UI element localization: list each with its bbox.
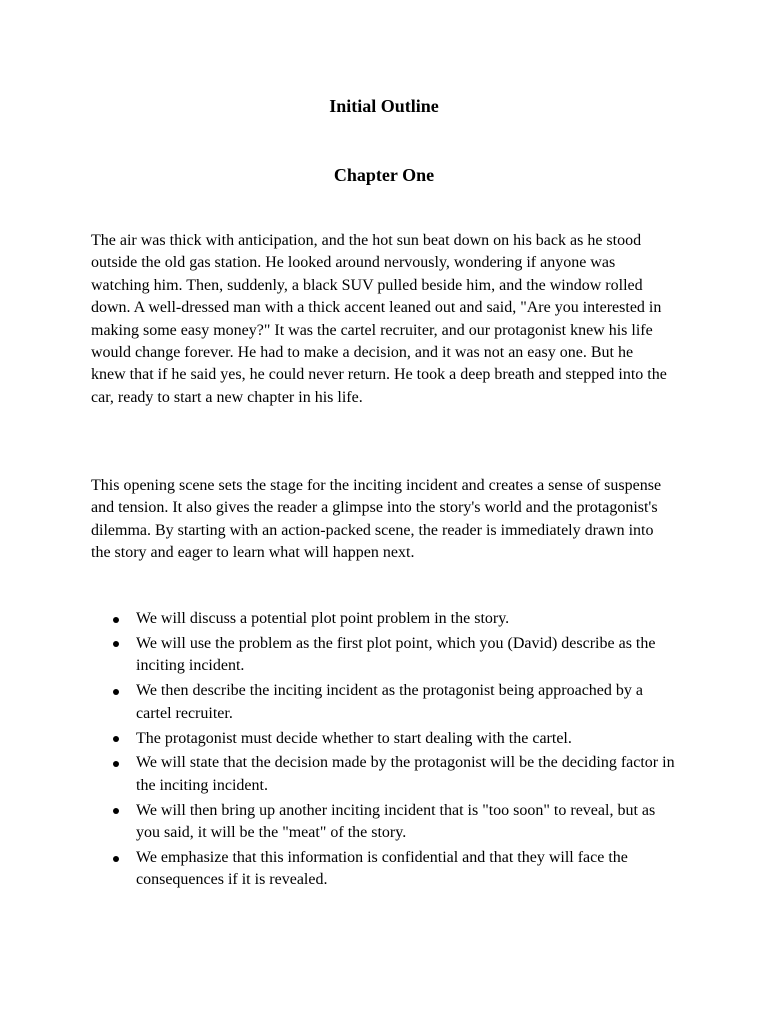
chapter-title: Chapter One [333,165,435,185]
bullet-text: We will state that the decision made by the protagonist will be the deciding factor in the inciting incident. [136,754,675,794]
bullet-text: The protagonist must decide whether to start dealing with the cartel. [136,729,572,747]
bullet-dot-icon [113,761,119,767]
bullet-dot-icon [113,617,119,623]
story-paragraph: The air was thick with anticipation, and the hot sun beat down on his back as he stood outside the old gas station. He looked around nervously, wondering if anyone was watching him. Then, suddenly, a black SUV pulled beside him, and the window rolled down. A well-dressed man with a thick accent leaned out and said, "Are you interested in making some easy money?" It was the cartel recruiter, and our protagonist knew his life would change forever. He had to make a decision, and it was not an easy one. But he knew that if he said yes, he could never return. He took a deep breath and stepped into the car, ready to start a new chapter in his life. [91,232,667,406]
bullet-item [91,728,681,750]
bullet-text: We will discuss a potential plot point problem in the story. [136,610,510,627]
bullet-item [91,847,681,892]
bullet-list [91,608,681,894]
bullet-dot-icon [113,689,119,695]
bullet-item [91,608,681,630]
bullet-item [91,680,681,725]
bullet-text: We emphasize that this information is confidential and that they will face the consequences if it is revealed. [136,849,628,889]
document-title: Initial Outline [329,96,439,116]
analysis-paragraph: This opening scene sets the stage for the inciting incident and creates a sense of suspense and tension. It also gives the reader a glimpse into the story's world and the protagonist's dilemma. By starting with an action-packed scene, the reader is immediately drawn into the story and eager to learn what will happen next. [91,477,662,562]
bullet-item [91,633,681,678]
bullet-dot-icon [113,736,119,742]
bullet-text: We will then bring up another inciting incident that is "too soon" to reveal, but as you said, it will be the "meat" of the story. [136,801,656,842]
bullet-dot-icon [113,856,119,862]
bullet-text: We will use the problem as the first plot point, which you (David) describe as the inciting incident. [136,634,656,675]
bullet-dot-icon [113,641,119,647]
bullet-text: We then describe the inciting incident as the protagonist being approached by a cartel recruiter. [136,682,643,722]
bullet-item [91,800,681,845]
bullet-item [91,752,681,797]
bullet-dot-icon [113,808,119,814]
